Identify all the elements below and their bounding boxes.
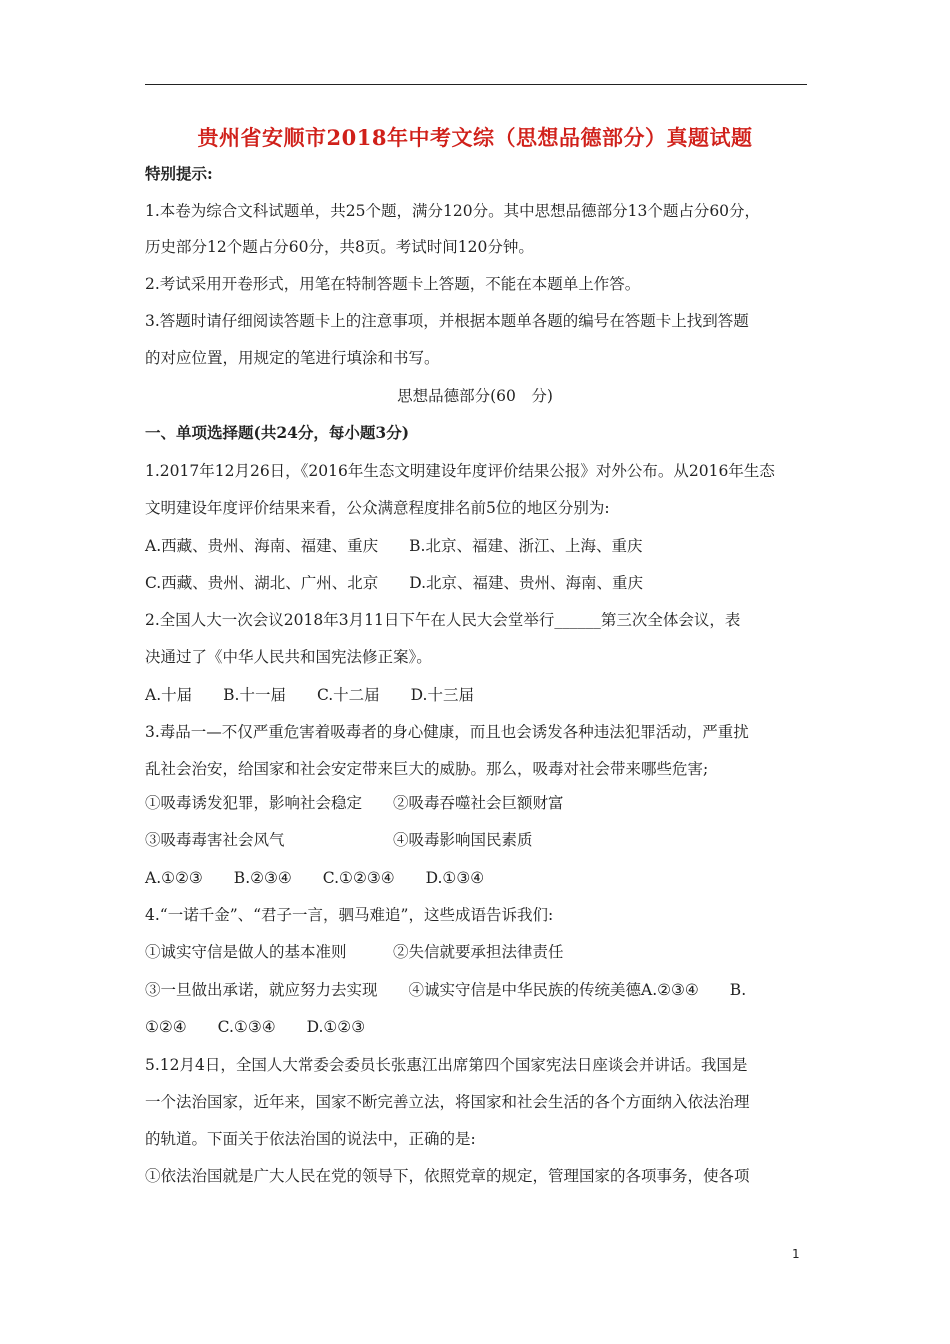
question-line: 4.“一诺千金”、“君子一言，驷马难追”，这些成语告诉我们:: [145, 906, 554, 924]
question-line: ①吸毒诱发犯罪，影响社会稳定 ②吸毒吞噬社会巨额财富: [145, 794, 564, 812]
question-line: 的轨道。下面关于依法治国的说法中，正确的是:: [145, 1130, 476, 1148]
section-heading: 一、单项选择题(共24分，每小题3分): [145, 423, 410, 442]
question-line: ③吸毒毒害社会风气 ④吸毒影响国民素质: [145, 831, 533, 849]
notice-line: 3.答题时请仔细阅读答题卡上的注意事项，并根据本题单各题的编号在答题卡上找到答题: [145, 312, 749, 330]
question-line: 3.毒品一—不仅严重危害着吸毒者的身心健康，而且也会诱发各种违法犯罪活动，严重扰: [145, 723, 749, 741]
question-line: ①依法治国就是广大人民在党的领导下，依照党章的规定，管理国家的各项事务，使各项: [145, 1167, 750, 1185]
notice-line: 2.考试采用开卷形式，用笔在特制答题卡上答题，不能在本题单上作答。: [145, 275, 641, 293]
part-heading: 思想品德部分(60 分): [397, 387, 553, 405]
question-line: ③一旦做出承诺，就应努力去实现 ④诚实守信是中华民族的传统美德A.②③④ B.: [145, 981, 747, 999]
question-line: 1.2017年12月26日，《2016年生态文明建设年度评价结果公报》对外公布。从2016年生态: [145, 462, 775, 480]
page-number: 1: [792, 1247, 800, 1261]
question-line: C.西藏、贵州、湖北、广州、北京 D.北京、福建、贵州、海南、重庆: [145, 574, 644, 592]
question-line: 文明建设年度评价结果来看，公众满意程度排名前5位的地区分别为:: [145, 499, 610, 517]
question-line: A.①②③ B.②③④ C.①②③④ D.①③④: [145, 869, 485, 887]
notice-heading: 特别提示:: [145, 164, 213, 183]
question-line: ①②④ C.①③④ D.①②③: [145, 1018, 366, 1036]
question-line: A.西藏、贵州、海南、福建、重庆 B.北京、福建、浙江、上海、重庆: [145, 537, 643, 555]
question-line: 5.12月4日，全国人大常委会委员长张惠江出席第四个国家宪法日座谈会并讲话。我国是: [145, 1056, 748, 1074]
notice-line: 历史部分12个题占分60分，共8页。考试时间120分钟。: [145, 238, 534, 256]
question-line: 一个法治国家，近年来，国家不断完善立法，将国家和社会生活的各个方面纳入依法治理: [145, 1093, 750, 1111]
question-line: 乱社会治安，给国家和社会安定带来巨大的威胁。那么，吸毒对社会带来哪些危害;: [145, 760, 709, 778]
question-line: ①诚实守信是做人的基本准则 ②失信就要承担法律责任: [145, 943, 564, 961]
header-rule: [145, 84, 807, 85]
question-line: A.十届 B.十一届 C.十二届 D.十三届: [145, 686, 474, 704]
document-title: 贵州省安顺市2018年中考文综（思想品德部分）真题试题: [197, 125, 753, 150]
question-line: 决通过了《中华人民共和国宪法修正案》。: [145, 648, 432, 666]
notice-line: 的对应位置，用规定的笔进行填涂和书写。: [145, 349, 440, 367]
notice-line: 1.本卷为综合文科试题单，共25个题，满分120分。其中思想品德部分13个题占分60分，: [145, 202, 761, 220]
question-line: 2.全国人大一次会议2018年3月11日下午在人民大会堂举行______第三次全体会议，表: [145, 611, 741, 629]
